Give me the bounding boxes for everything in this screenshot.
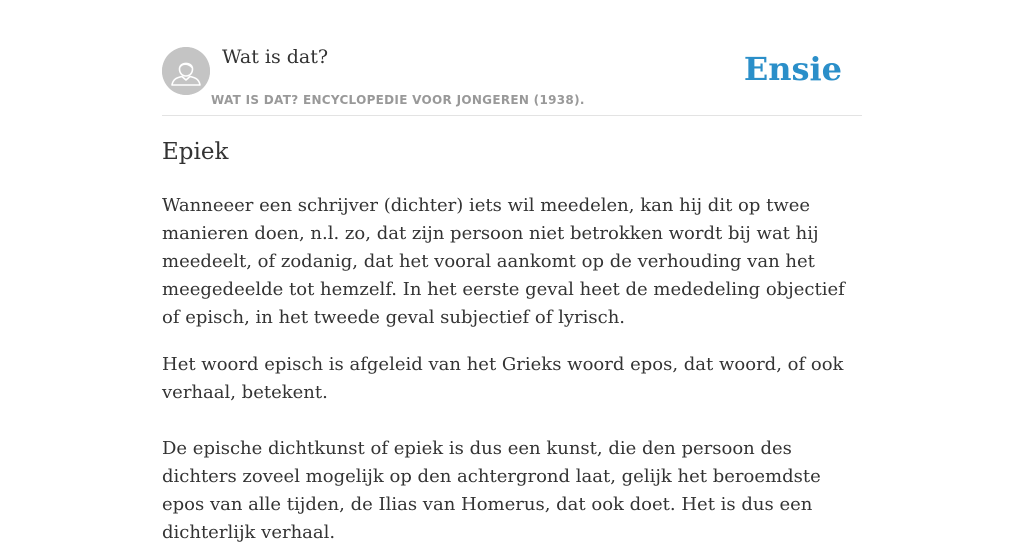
article-body [162, 192, 862, 547]
source-subtitle[interactable]: WAT IS DAT? ENCYCLOPEDIE VOOR JONGEREN (1938). [211, 93, 585, 107]
article-title: Epiek [162, 139, 229, 165]
ensie-logo[interactable]: Ensie [743, 50, 842, 88]
article-paragraph-3: De epische dichtkunst of epiek is dus een kunst, die den persoon des dichters zoveel mogelijk op den achtergrond laat, gelijk het beroemdste epos van alle tijden, de Ilias van Homerus, dat ook doet. Het is dus een dichterlijk verhaal. [162, 438, 821, 543]
article-paragraph-2: Het woord episch is afgeleid van het Grieks woord epos, dat woord, of ook verhaal, betekent. [162, 354, 844, 403]
source-name[interactable]: Wat is dat? [222, 46, 329, 68]
source-header [162, 40, 862, 116]
user-avatar-icon[interactable] [162, 47, 210, 95]
article-paragraph-1: Wanneeer een schrijver (dichter) iets wil meedelen, kan hij dit op twee manieren doen, n.l. zo, dat zijn persoon niet betrokken wordt bij wat hij meedeelt, of zodanig, dat het vooral aankomt op de verhouding van het meegedeelde tot hemzelf. In het eerste geval heet de mededeling objectief of episch, in het tweede geval subjectief of lyrisch. [162, 195, 845, 328]
